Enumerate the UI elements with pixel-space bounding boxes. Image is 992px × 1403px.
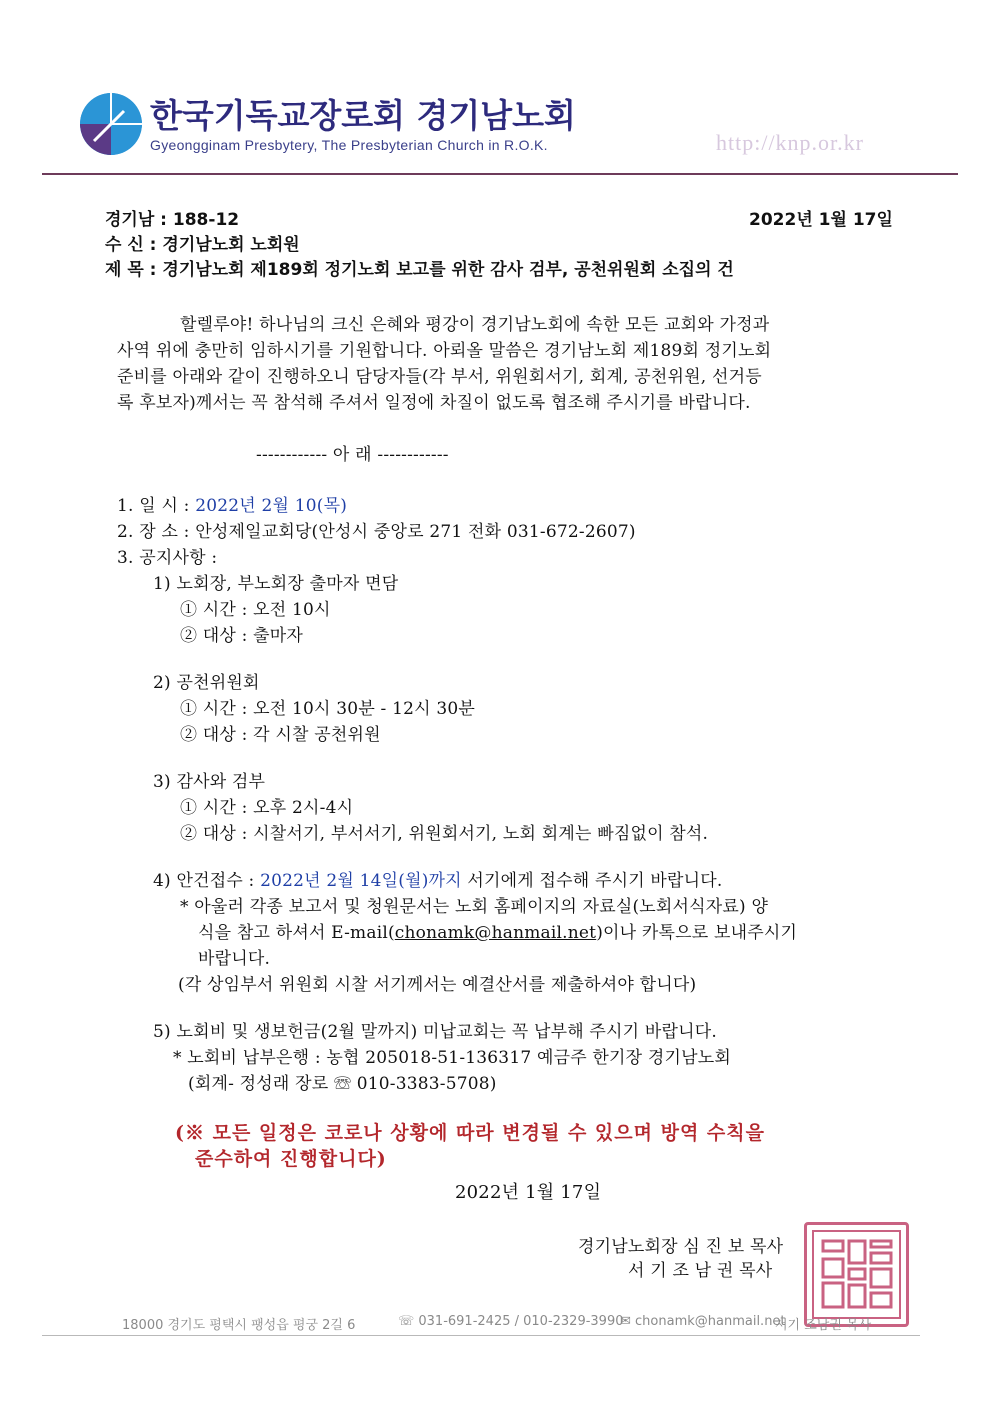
section-1-time: ① 시간 : 오전 10시 [180,600,331,620]
section-1-title: 1) 노회장, 부노회장 출마자 면담 [153,574,399,594]
item-place: 2. 장 소 : 안성제일교회당(안성시 중앙로 271 전화 031-672-2607) [117,522,636,542]
footer-divider [42,1335,920,1336]
separator: ------------ 아 래 ------------ [256,445,449,465]
intro-line-4: 록 후보자)께서는 꼭 참석해 주셔서 일정에 차질이 없도록 협조해 주시기를 바랍니다. [117,393,751,413]
seal-icon [809,1227,904,1322]
site-url-link[interactable]: http://knp.or.kr [716,130,864,155]
closing-date: 2022년 1월 17일 [455,1182,602,1203]
header-divider [42,173,958,175]
section-4-rest: 서기에게 접수해 주시기 바랍니다. [461,871,723,891]
item-date-value: 2022년 2월 10(목) [195,496,348,516]
section-2-title: 2) 공천위원회 [153,673,260,693]
intro-line-1: 할렐루야! 하나님의 크신 은혜와 평강이 경기남노회에 속한 모든 교회와 가정과 [180,315,770,335]
section-5-bank: * 노회비 납부은행 : 농협 205018-51-136317 예금주 한기장 경기남노회 [173,1048,732,1068]
section-4-label: 4) 안건접수 : [153,871,261,891]
section-3-title: 3) 감사와 검부 [153,772,266,792]
logo-emblem-icon [80,93,142,155]
section-4-note-4: (각 상임부서 위원회 시찰 서기께서는 예결산서를 제출하셔야 합니다) [178,975,697,995]
section-3-target: ② 대상 : 시찰서기, 부서서기, 위원회서기, 노회 회계는 빠짐없이 참석. [180,824,709,844]
footer-phone: ☏ 031-691-2425 / 010-2329-3990 [398,1314,624,1329]
item-notice: 3. 공지사항 : [117,548,218,568]
section-4-note-3: 바랍니다. [198,949,271,969]
footer-email[interactable]: ✉ chonamk@hanmail.net [620,1314,786,1329]
covid-notice-line-1: (※ 모든 일정은 코로나 상황에 따라 변경될 수 있으며 방역 수칙을 [175,1122,765,1144]
org-name: 한국기독교장로회 경기남노회 [150,96,576,135]
item-date [117,491,347,516]
section-2-target: ② 대상 : 각 시찰 공천위원 [180,725,381,745]
signature-moderator: 경기남노회장 심 진 보 목사 [578,1237,784,1257]
section-2-time: ① 시간 : 오전 10시 30분 - 12시 30분 [180,699,476,719]
section-4-note-2b: )이나 카톡으로 보내주시기 [596,923,798,943]
org-name-english: Gyeongginam Presbytery, The Presbyterian Church in R.O.K. [150,137,548,153]
covid-notice-line-2: 준수하여 진행합니다) [195,1148,387,1170]
intro-line-2: 사역 위에 충만히 임하시기를 기원합니다. 아뢰올 말씀은 경기남노회 제189회 정기노회 [117,341,772,361]
email-link[interactable]: chonamk@hanmail.net [394,923,597,943]
section-5-contact: (회계- 정성래 장로 ☏ 010-3383-5708) [188,1074,497,1094]
section-5-title: 5) 노회비 및 생보헌금(2월 말까지) 미납교회는 꼭 납부해 주시기 바랍니다. [153,1022,717,1042]
section-1-target: ② 대상 : 출마자 [180,626,304,646]
section-3-time: ① 시간 : 오후 2시-4시 [180,798,354,818]
section-4-deadline: 2022년 2월 14일(월)까지 [260,871,462,891]
signature-clerk: 서 기 조 남 권 목사 [628,1261,773,1281]
subject: 제 목 : 경기남노회 제189회 정기노회 보고를 위한 감사 검부, 공천위원회 소집의 건 [105,260,734,280]
doc-number: 경기남 : 188-12 [105,210,240,230]
footer-clerk: 서기 조남권 목사 [775,1318,872,1333]
section-4-note-1: * 아울러 각종 보고서 및 청원문서는 노회 홈페이지의 자료실(노회서식자료) 양 [180,897,769,917]
section-4-note-2a: 식을 참고 하셔서 E-mail( [198,923,395,943]
section-4-title [153,866,723,891]
section-4-note-2 [198,918,797,943]
intro-line-3: 준비를 아래와 같이 진행하오니 담당자들(각 부서, 위원회서기, 회계, 공천위원, 선거등 [117,367,762,387]
recipient: 수 신 : 경기남노회 노회원 [105,235,300,255]
official-seal-stamp [804,1222,909,1327]
doc-date: 2022년 1월 17일 [749,210,893,230]
presbytery-logo [80,93,142,155]
item-date-label: 1. 일 시 : [117,496,196,516]
footer-address: 18000 경기도 평택시 팽성읍 평궁 2길 6 [122,1318,356,1333]
